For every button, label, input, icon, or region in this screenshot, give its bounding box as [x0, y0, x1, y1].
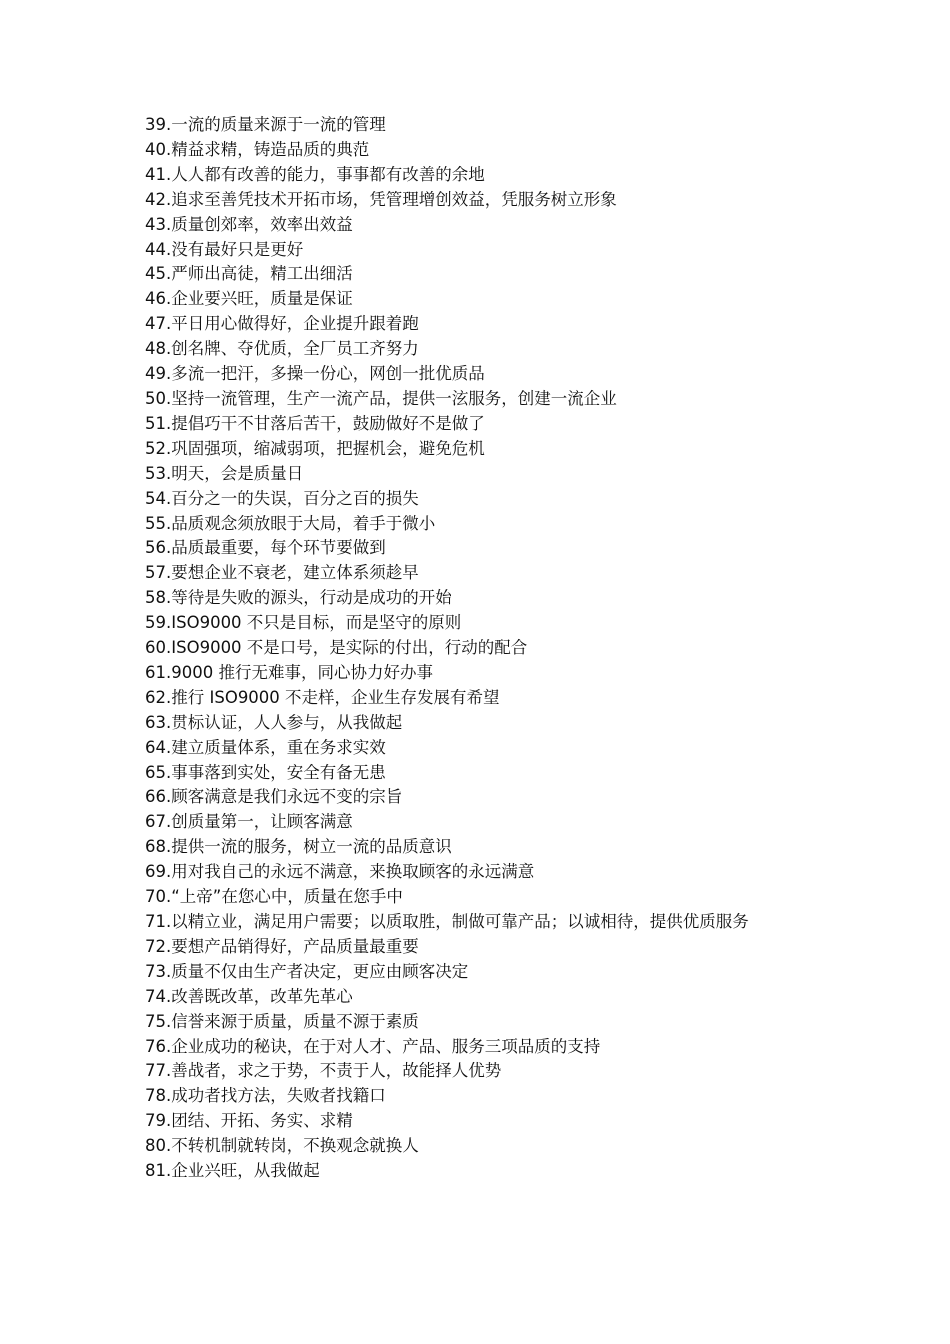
slogan-line-79: 79.团结、开拓、务实、求精 — [145, 1111, 353, 1131]
slogan-line-80: 80.不转机制就转岗，不换观念就换人 — [145, 1136, 419, 1156]
slogan-line-67: 67.创质量第一，让顾客满意 — [145, 812, 353, 832]
slogan-line-72: 72.要想产品销得好，产品质量最重要 — [145, 936, 419, 956]
slogan-line-70: 70.“上帝”在您心中，质量在您手中 — [145, 887, 403, 907]
slogan-line-75: 75.信誉来源于质量，质量不源于素质 — [145, 1011, 419, 1031]
slogan-line-56: 56.品质最重要，每个环节要做到 — [145, 538, 386, 558]
slogan-line-44: 44.没有最好只是更好 — [145, 239, 304, 259]
slogan-line-62: 62.推行 ISO9000 不走样，企业生存发展有希望 — [145, 687, 500, 707]
slogan-line-42: 42.追求至善凭技术开拓市场，凭管理增创效益，凭服务树立形象 — [145, 189, 617, 209]
slogan-line-57: 57.要想企业不衰老，建立体系须趁早 — [145, 563, 419, 583]
slogan-line-40: 40.精益求精，铸造品质的典范 — [145, 139, 370, 159]
slogan-line-69: 69.用对我自己的永远不满意，来换取顾客的永远满意 — [145, 862, 535, 882]
slogan-line-74: 74.改善既改革，改革先革心 — [145, 986, 353, 1006]
slogan-line-55: 55.品质观念须放眼于大局，着手于微小 — [145, 513, 436, 533]
slogan-line-58: 58.等待是失败的源头，行动是成功的开始 — [145, 588, 452, 608]
slogan-line-52: 52.巩固强项，缩减弱项，把握机会，避免危机 — [145, 438, 485, 458]
slogan-line-73: 73.质量不仅由生产者决定，更应由顾客决定 — [145, 961, 469, 981]
slogan-line-77: 77.善战者，求之于势，不责于人，故能择人优势 — [145, 1061, 502, 1081]
slogan-line-54: 54.百分之一的失误，百分之百的损失 — [145, 488, 419, 508]
slogan-line-81: 81.企业兴旺，从我做起 — [145, 1161, 320, 1181]
slogan-line-63: 63.贯标认证，人人参与，从我做起 — [145, 712, 403, 732]
slogan-line-76: 76.企业成功的秘诀，在于对人才、产品、服务三项品质的支持 — [145, 1036, 601, 1056]
slogan-line-64: 64.建立质量体系，重在务求实效 — [145, 737, 386, 757]
slogan-line-68: 68.提供一流的服务，树立一流的品质意识 — [145, 837, 452, 857]
slogan-line-49: 49.多流一把汗，多操一份心，网创一批优质品 — [145, 364, 485, 384]
slogan-line-61: 61.9000 推行无难事，同心协力好办事 — [145, 662, 433, 682]
slogan-line-65: 65.事事落到实处，安全有备无患 — [145, 762, 386, 782]
slogan-line-71: 71.以精立业，满足用户需要；以质取胜，制做可靠产品；以诚相待，提供优质服务 — [145, 912, 749, 931]
slogan-line-46: 46.企业要兴旺，质量是保证 — [145, 289, 353, 309]
slogan-line-47: 47.平日用心做得好，企业提升跟着跑 — [145, 314, 419, 334]
slogan-line-48: 48.创名牌、夺优质，全厂员工齐努力 — [145, 339, 419, 359]
slogan-line-39: 39.一流的质量来源于一流的管理 — [145, 115, 386, 134]
slogan-line-50: 50.坚持一流管理，生产一流产品，提供一泫服务，创建一流企业 — [145, 388, 617, 408]
slogan-line-43: 43.质量创郊率，效率出效益 — [145, 214, 353, 234]
slogan-line-60: 60.ISO9000 不是口号，是实际的付出，行动的配合 — [145, 638, 528, 658]
slogan-line-45: 45.严师出高徒，精工出细活 — [145, 264, 353, 284]
slogan-line-66: 66.顾客满意是我们永远不变的宗旨 — [145, 787, 403, 807]
slogan-line-59: 59.ISO9000 不只是目标，而是坚守的原则 — [145, 613, 462, 633]
slogan-line-78: 78.成功者找方法，失败者找籍口 — [145, 1086, 386, 1106]
slogan-line-41: 41.人人都有改善的能力，事事都有改善的余地 — [145, 164, 485, 184]
slogan-list — [145, 113, 810, 1184]
slogan-line-51: 51.提倡巧干不甘落后苦干，鼓励做好不是做了 — [145, 413, 485, 433]
slogan-line-53: 53.明天，会是质量日 — [145, 463, 304, 483]
